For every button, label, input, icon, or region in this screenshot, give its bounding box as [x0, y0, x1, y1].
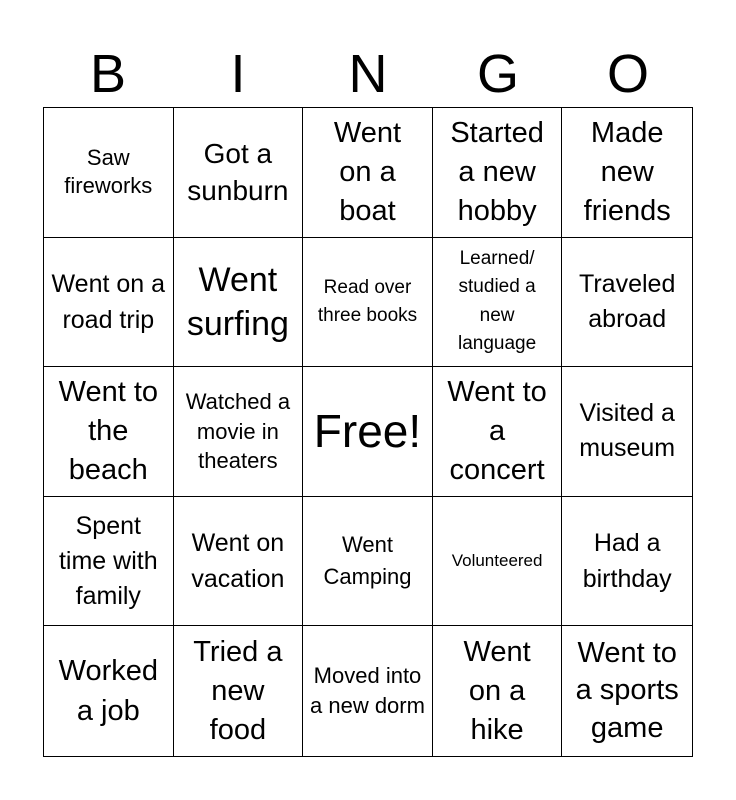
cell-text: Read over three books: [317, 277, 418, 326]
cell-text: Went on a road trip: [51, 269, 166, 334]
bingo-cell[interactable]: [174, 238, 304, 368]
bingo-header: [43, 40, 693, 108]
cell-text: Moved into a new dorm: [310, 662, 425, 719]
bingo-cell[interactable]: [433, 238, 563, 368]
cell-text: Went on a hike: [463, 635, 531, 746]
cell-text: Traveled abroad: [579, 269, 676, 333]
bingo-cell[interactable]: [303, 497, 433, 627]
bingo-cell[interactable]: [174, 367, 304, 497]
bingo-cell[interactable]: [174, 108, 304, 238]
bingo-board: [43, 107, 693, 757]
cell-text: Went Camping: [323, 532, 412, 590]
bingo-cell[interactable]: [44, 108, 174, 238]
header-letter-o: O: [606, 44, 649, 104]
cell-text: Worked a job: [58, 654, 158, 728]
cell-text: Spent time with family: [58, 511, 158, 610]
bingo-cell[interactable]: [44, 497, 174, 627]
cell-text: Made new friends: [583, 117, 671, 227]
bingo-cell[interactable]: [433, 108, 563, 238]
cell-text: Saw fireworks: [64, 144, 153, 199]
cell-text: Visited a museum: [579, 399, 676, 463]
cell-text: Watched a movie in theaters: [185, 388, 291, 474]
bingo-cell[interactable]: [562, 108, 692, 238]
cell-text: Went to the beach: [58, 376, 158, 486]
cell-text: Went on vacation: [191, 528, 285, 594]
bingo-cell[interactable]: [433, 497, 563, 627]
cell-text: Had a birthday: [582, 528, 672, 594]
bingo-cell[interactable]: [433, 626, 563, 756]
bingo-cell[interactable]: [562, 238, 692, 368]
bingo-cell[interactable]: [303, 108, 433, 238]
cell-text: Got a sunburn: [187, 137, 289, 207]
bingo-cell[interactable]: [44, 367, 174, 497]
header-letter-n: N: [348, 44, 388, 104]
bingo-cell[interactable]: [562, 367, 692, 497]
cell-text: Went to a sports game: [575, 636, 679, 745]
bingo-cell[interactable]: [44, 238, 174, 368]
bingo-cell[interactable]: [44, 626, 174, 756]
bingo-cell[interactable]: [174, 626, 304, 756]
bingo-cell[interactable]: [433, 367, 563, 497]
free-space: Free!: [313, 404, 422, 457]
cell-text: Volunteered: [451, 550, 543, 570]
bingo-cell[interactable]: [562, 497, 692, 627]
header-letter-i: I: [230, 44, 246, 104]
cell-text: Went to a concert: [447, 376, 547, 486]
bingo-cell[interactable]: [303, 367, 433, 497]
cell-text: Tried a new food: [193, 635, 283, 746]
cell-text: Started a new hobby: [450, 117, 544, 227]
bingo-cell[interactable]: [562, 626, 692, 756]
bingo-cell[interactable]: [303, 626, 433, 756]
cell-text: Went on a boat: [333, 117, 402, 227]
bingo-cell[interactable]: [174, 497, 304, 627]
cell-text: Learned/ studied a new language: [457, 247, 537, 355]
header-letter-g: G: [476, 44, 519, 104]
header-letter-b: B: [89, 44, 127, 104]
cell-text: Went surfing: [186, 260, 289, 343]
bingo-cell[interactable]: [303, 238, 433, 368]
